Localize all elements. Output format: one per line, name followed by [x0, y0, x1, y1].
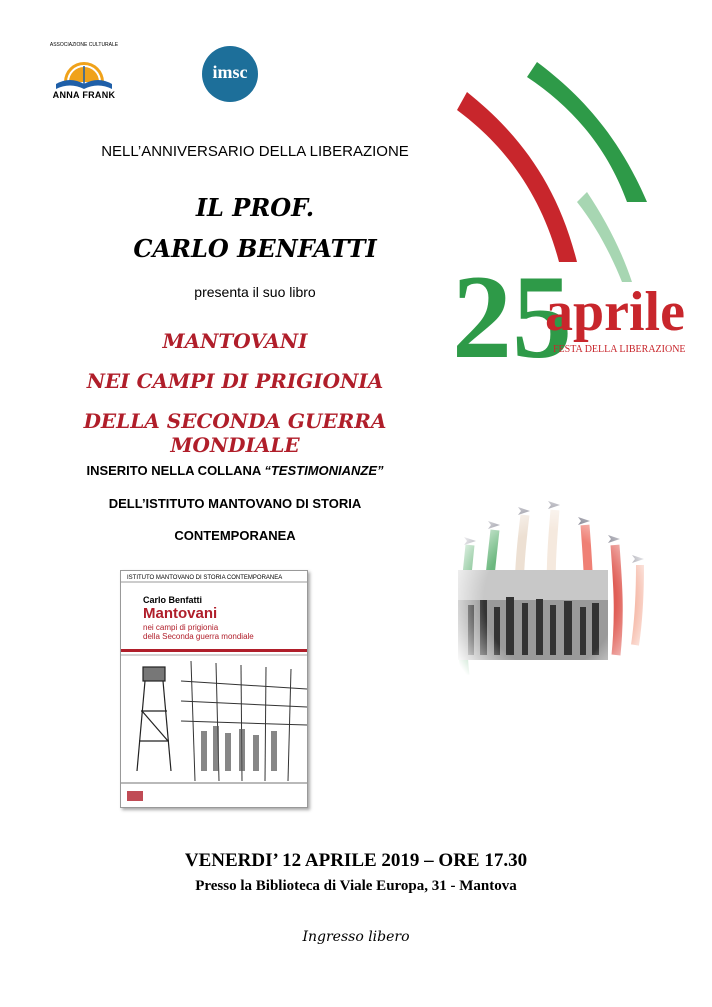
event-venue: Presso la Biblioteca di Viale Europa, 31 - Mantova — [195, 878, 517, 894]
frecce-tricolori-photo — [440, 485, 660, 715]
flag-swoosh-art — [447, 52, 686, 417]
series-name: “TESTIMONIANZE” — [264, 463, 384, 478]
book-cover — [120, 570, 308, 808]
series-prefix: INSERITO NELLA COLLANA — [86, 463, 265, 478]
sun-book-icon — [48, 42, 120, 92]
book-title-line-2: NEI CAMPI DI PRIGIONIA — [86, 369, 384, 393]
poster-caption: FESTA DELLA LIBERAZIONE — [553, 344, 686, 355]
entry-note: Ingresso libero — [302, 929, 410, 945]
liberation-day-poster — [447, 52, 686, 417]
cover-subtitle-2: della Seconda guerra mondiale — [143, 632, 254, 641]
cover-subtitle-1: nei campi di prigionia — [143, 623, 219, 632]
series-line-1 — [20, 463, 450, 478]
event-date: VENERDI’ 12 APRILE 2019 – ORE 17.30 — [184, 850, 528, 871]
book-title-line-3: DELLA SECONDA GUERRA MONDIALE — [83, 409, 387, 457]
ims-letters: imsc — [212, 62, 248, 82]
author-name: CARLO BENFATTI — [133, 234, 377, 263]
cover-title: Mantovani — [143, 605, 218, 622]
planes-crowd-art — [440, 485, 660, 715]
prof-label: IL PROF. — [195, 193, 315, 222]
poster-number: 25 — [452, 250, 572, 383]
series-line-2: DELL’ISTITUTO MANTOVANO DI STORIA — [108, 496, 362, 511]
cover-author: Carlo Benfatti — [143, 595, 203, 605]
ims-logo — [200, 44, 260, 104]
series-line-3: CONTEMPORANEA — [174, 528, 296, 543]
ims-circle-icon — [200, 44, 260, 104]
anna-frank-logo — [48, 42, 120, 102]
logo-name: ANNA FRANK — [52, 90, 116, 100]
book-title-line-1: MANTOVANI — [162, 329, 308, 353]
poster-word: aprile — [545, 281, 685, 343]
logo-top-text: ASSOCIAZIONE CULTURALE — [49, 42, 119, 48]
occasion-line: NELL’ANNIVERSARIO DELLA LIBERAZIONE — [101, 143, 409, 160]
presents-line: presenta il suo libro — [194, 284, 316, 300]
cover-publisher: ISTITUTO MANTOVANO DI STORIA CONTEMPORANEA — [127, 575, 283, 581]
